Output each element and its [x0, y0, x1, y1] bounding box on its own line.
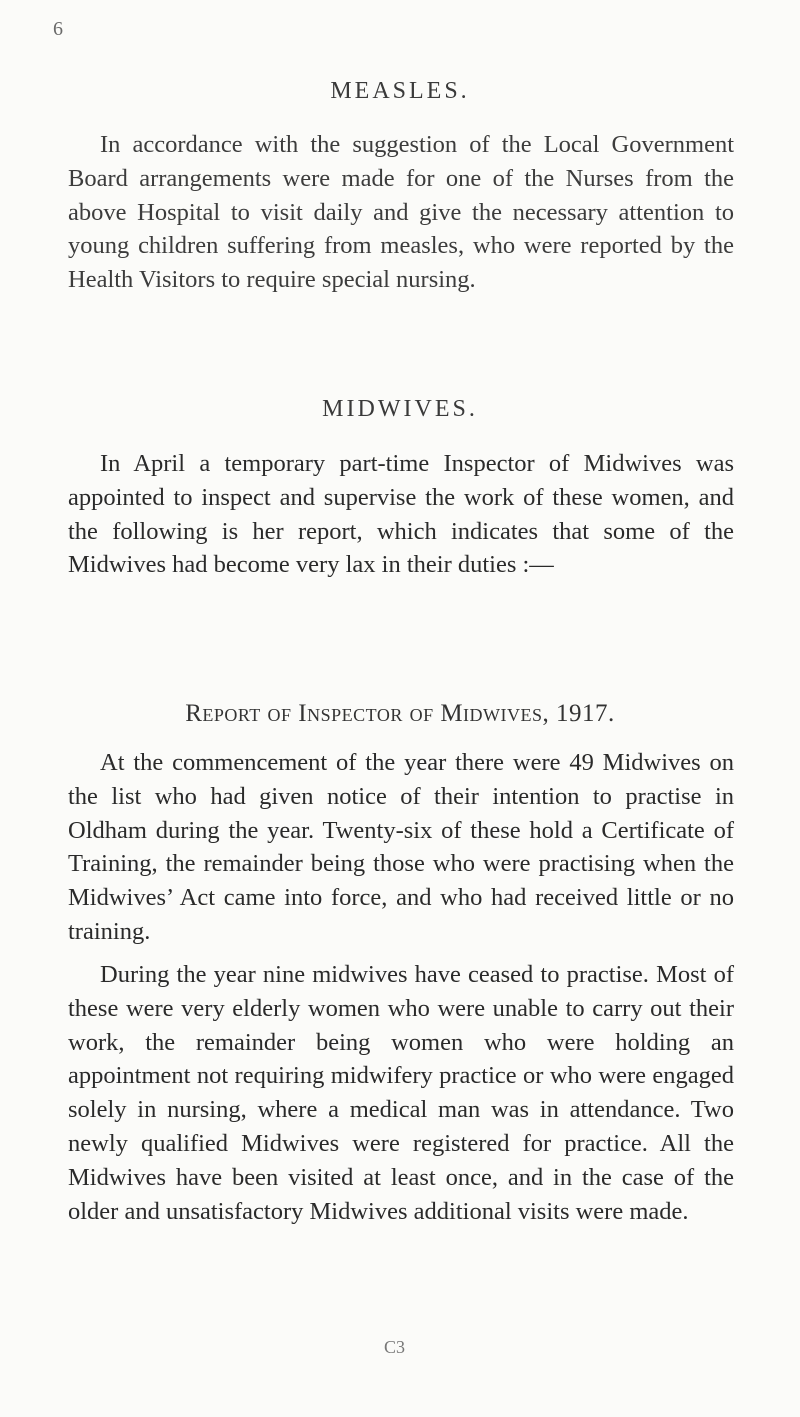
midwives-heading: MIDWIVES.: [322, 396, 478, 422]
report-paragraph-1: At the commencement of the year there were 49 Midwives on the list who had given notice of their intention to practise in Oldham during the year. Twenty-six of these hold a Certificate of Training, the remainder being those who were practising when the Midwives’ Act came into force, and who had received little or no training.: [68, 749, 734, 945]
midwives-paragraph: In April a temporary part-time Inspector of Midwives was appointed to inspect and supervise the work of these women, and the following is her report, which indicates that some of the Midwives had become very lax in their duties :—: [68, 450, 734, 579]
measles-heading: MEASLES.: [330, 78, 470, 104]
signature-mark: C3: [384, 1337, 406, 1357]
measles-paragraph: In accordance with the suggestion of the Local Government Board arrangements were made for one of the Nurses from the above Hospital to visit daily and give the necessary attention to young children suffering from measles, who were reported by the Health Visitors to require special nursing.: [68, 131, 734, 294]
page-number: 6: [53, 18, 63, 40]
report-heading: Report of Inspector of Midwives, 1917.: [185, 700, 615, 727]
report-paragraph-2: During the year nine midwives have ceased to practise. Most of these were very elderly women who were unable to carry out their work, the remainder being women who were holding an appointment not requiring midwifery practice or who were engaged solely in nursing, where a medical man was in attendance. Two newly qualified Midwives were registered for practice. All the Midwives have been visited at least once, and in the case of the older and unsatisfactory Midwives additional visits were made.: [68, 961, 734, 1225]
